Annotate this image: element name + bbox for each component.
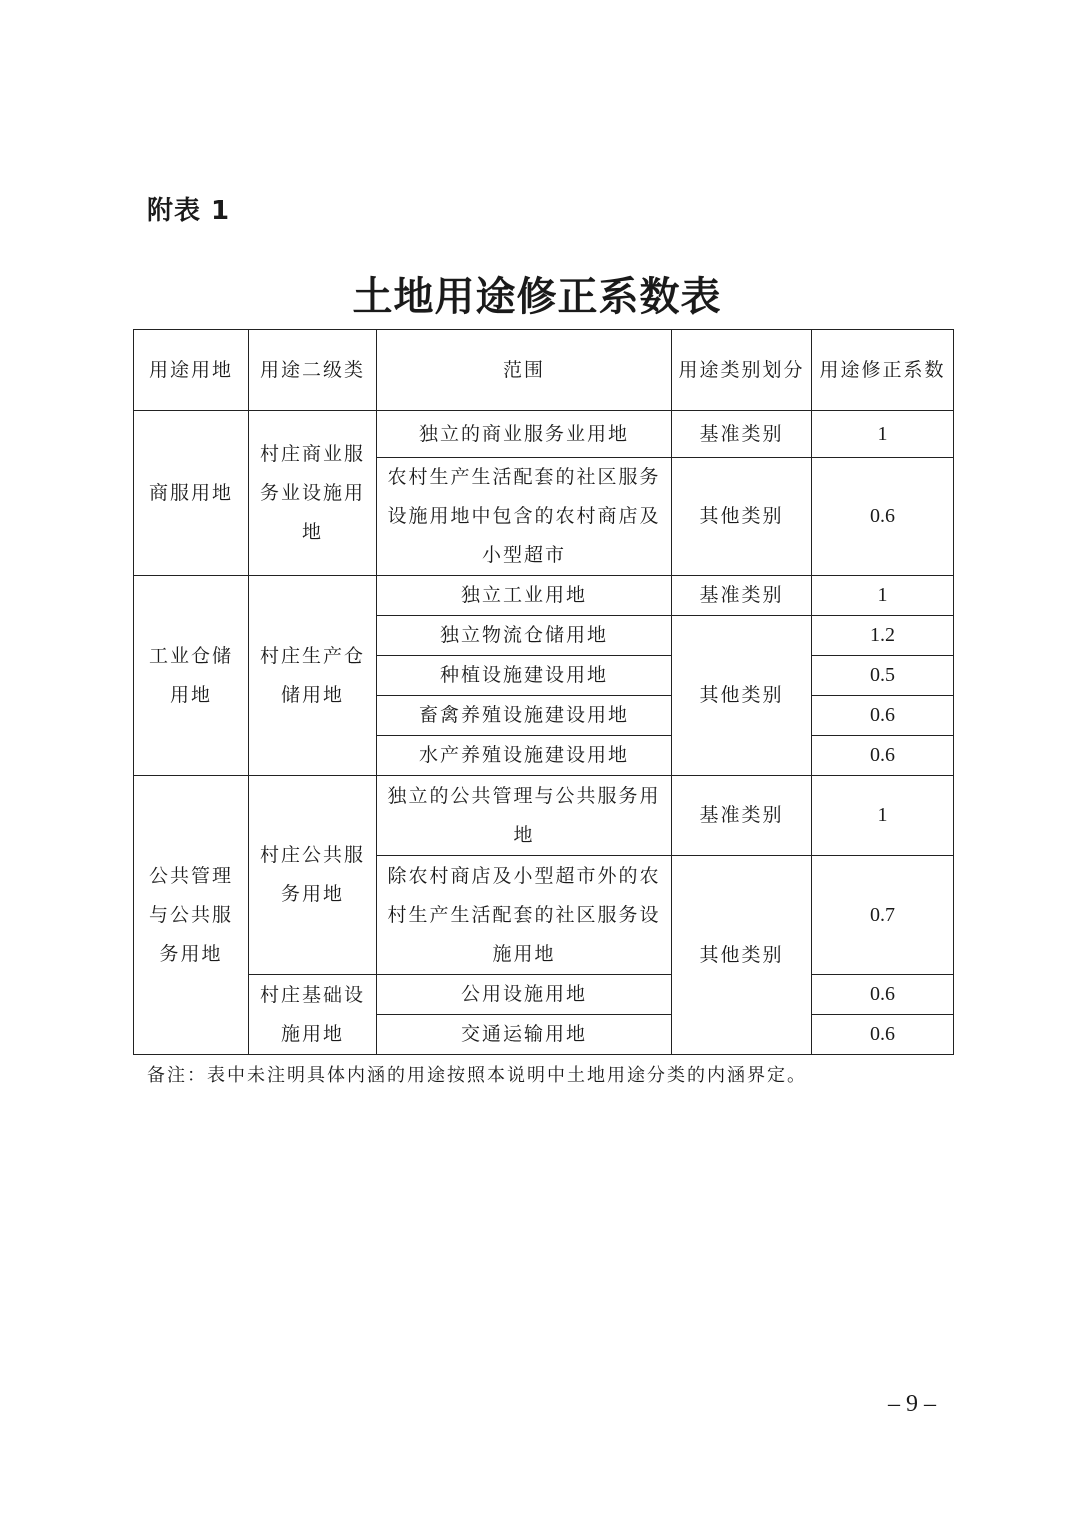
- scope-cell: 水产养殖设施建设用地: [377, 736, 672, 776]
- appendix-label: 附表 1: [147, 196, 231, 226]
- header-coefficient: 用途修正系数: [812, 330, 954, 411]
- scope-cell: 农村生产生活配套的社区服务设施用地中包含的农村商店及小型超市: [377, 458, 672, 576]
- coefficient-cell: 1: [812, 776, 954, 856]
- secondary-class-public-service: 村庄公共服务用地: [249, 776, 377, 975]
- coefficient-cell: 1.2: [812, 616, 954, 656]
- coefficient-cell: 1: [812, 576, 954, 616]
- table-row: [134, 411, 954, 458]
- scope-cell: 种植设施建设用地: [377, 656, 672, 696]
- scope-cell: 畜禽养殖设施建设用地: [377, 696, 672, 736]
- table-header-row: [134, 330, 954, 411]
- scope-cell: 交通运输用地: [377, 1015, 672, 1055]
- scope-cell: 独立工业用地: [377, 576, 672, 616]
- table-footnote: 备注：表中未注明具体内涵的用途按照本说明中土地用途分类的内涵界定。: [147, 1065, 807, 1086]
- secondary-class-public-infrastructure: 村庄基础设施用地: [249, 975, 377, 1055]
- header-land-use: 用途用地: [134, 330, 249, 411]
- category-cell: 其他类别: [672, 856, 812, 1055]
- coefficient-cell: 1: [812, 411, 954, 458]
- category-cell: 基准类别: [672, 776, 812, 856]
- scope-cell: 公用设施用地: [377, 975, 672, 1015]
- header-category: 用途类别划分: [672, 330, 812, 411]
- secondary-class-commercial: 村庄商业服务业设施用地: [249, 411, 377, 576]
- coefficient-cell: 0.6: [812, 458, 954, 576]
- table-row: [134, 975, 954, 1015]
- header-secondary-class: 用途二级类: [249, 330, 377, 411]
- category-cell: 其他类别: [672, 616, 812, 776]
- coefficient-cell: 0.5: [812, 656, 954, 696]
- category-cell: 其他类别: [672, 458, 812, 576]
- scope-cell: 独立的商业服务业用地: [377, 411, 672, 458]
- land-use-public: 公共管理与公共服务用地: [134, 776, 249, 1055]
- scope-cell: 除农村商店及小型超市外的农村生产生活配套的社区服务设施用地: [377, 856, 672, 975]
- header-scope: 范围: [377, 330, 672, 411]
- table-row: [134, 576, 954, 616]
- scope-cell: 独立的公共管理与公共服务用地: [377, 776, 672, 856]
- category-cell: 基准类别: [672, 576, 812, 616]
- land-use-industrial: 工业仓储用地: [134, 576, 249, 776]
- secondary-class-industrial: 村庄生产仓储用地: [249, 576, 377, 776]
- land-use-commercial: 商服用地: [134, 411, 249, 576]
- coefficient-cell: 0.6: [812, 736, 954, 776]
- coefficient-cell: 0.6: [812, 1015, 954, 1055]
- document-title: 土地用途修正系数表: [352, 273, 722, 320]
- coefficient-cell: 0.7: [812, 856, 954, 975]
- page-number: – 9 –: [888, 1391, 936, 1417]
- category-cell: 基准类别: [672, 411, 812, 458]
- coefficient-cell: 0.6: [812, 975, 954, 1015]
- land-use-coefficient-table: [133, 329, 954, 1055]
- table-row: [134, 776, 954, 856]
- coefficient-cell: 0.6: [812, 696, 954, 736]
- scope-cell: 独立物流仓储用地: [377, 616, 672, 656]
